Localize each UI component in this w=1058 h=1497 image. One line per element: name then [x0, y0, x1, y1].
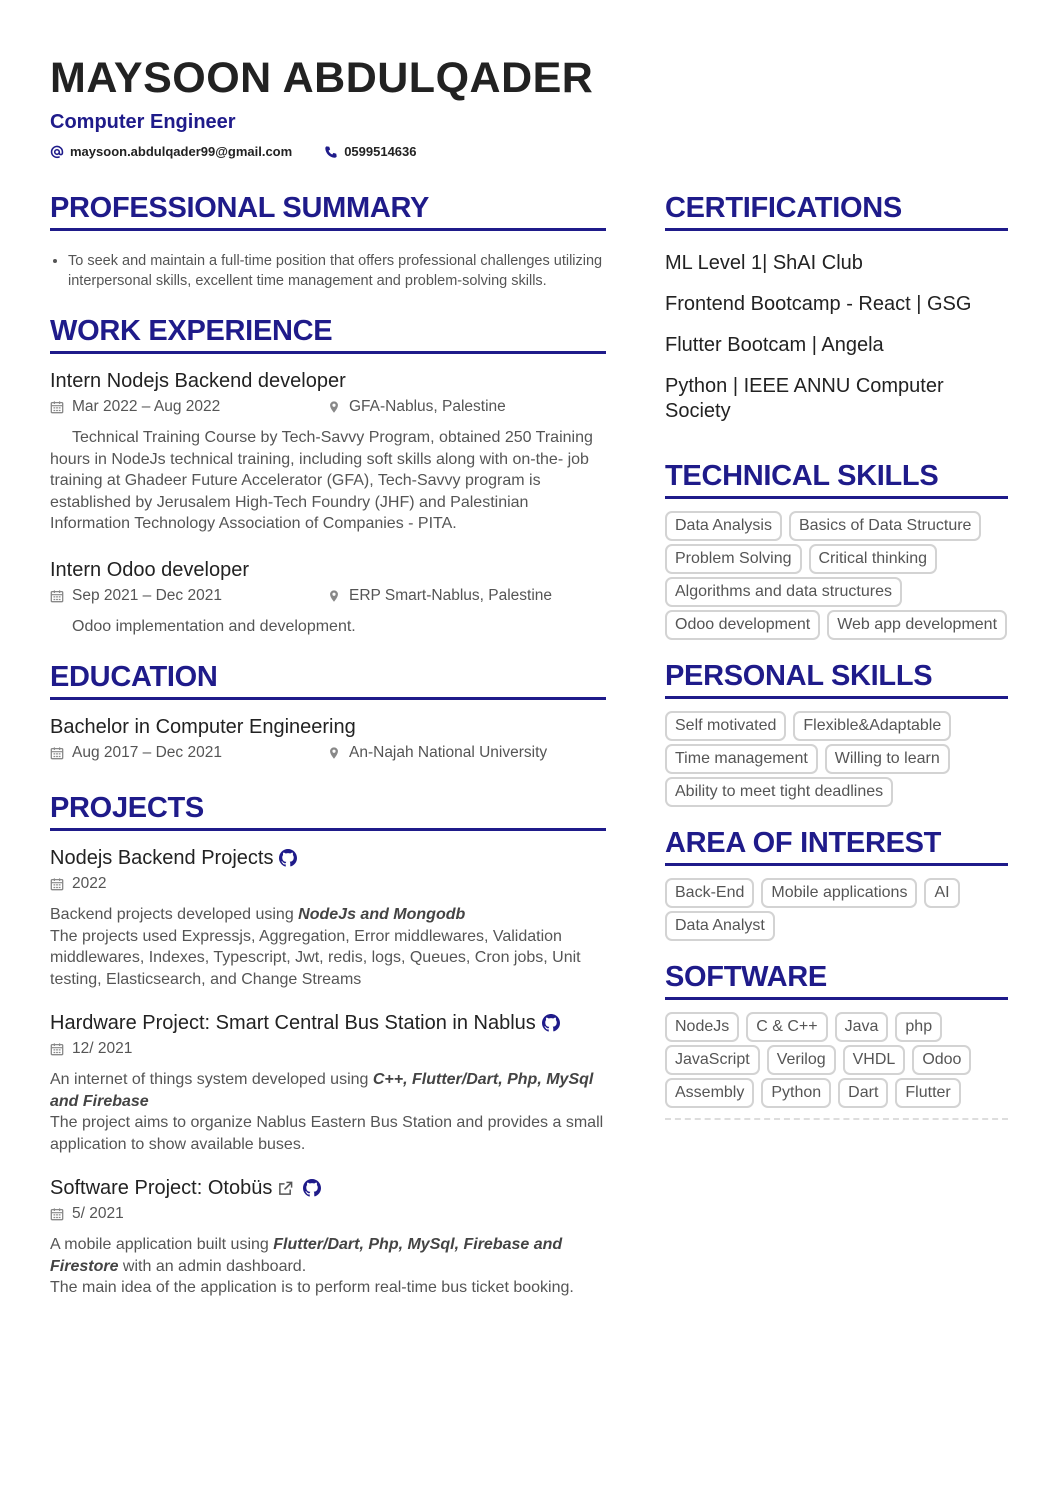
experience-section	[50, 313, 606, 637]
technical-skills-title: TECHNICAL SKILLS	[665, 458, 1008, 499]
project-entry	[50, 1175, 606, 1299]
email-text: maysoon.abdulqader99@gmail.com	[70, 144, 293, 159]
project-date	[50, 873, 327, 895]
technical-skills-tags	[665, 511, 1008, 640]
software-tag: Verilog	[767, 1045, 836, 1075]
dashed-divider	[665, 1118, 1008, 1120]
github-icon[interactable]	[542, 1014, 560, 1032]
skill-tag: Basics of Data Structure	[789, 511, 982, 541]
skill-tag: Flexible&Adaptable	[793, 711, 951, 741]
software-tag: Dart	[838, 1078, 888, 1108]
github-icon[interactable]	[279, 849, 297, 867]
location-text: ERP Smart-Nablus, Palestine	[349, 586, 553, 604]
left-column	[50, 190, 606, 1311]
project-tech: C++, Flutter/Dart, Php, MySql and Firebase	[50, 1071, 594, 1110]
project-desc-text: An internet of things system developed using	[50, 1071, 373, 1088]
at-icon	[50, 145, 64, 159]
personal-skills-tags	[665, 711, 1008, 807]
date-text: Mar 2022 – Aug 2022	[72, 398, 221, 415]
calendar-icon	[50, 1042, 64, 1056]
software-tag: php	[895, 1012, 942, 1042]
map-pin-icon	[327, 400, 341, 414]
software-tag: VHDL	[843, 1045, 906, 1075]
project-name-row	[50, 1010, 606, 1036]
project-tech: Flutter/Dart, Php, MySql, Firebase and Firestore	[50, 1236, 563, 1275]
experience-date	[50, 396, 327, 418]
experience-date	[50, 585, 327, 607]
date-text: Aug 2017 – Dec 2021	[72, 744, 222, 761]
location-text: GFA-Nablus, Palestine	[349, 398, 506, 415]
project-desc	[50, 904, 606, 990]
project-name: Nodejs Backend Projects	[50, 847, 274, 869]
personal-skills-title: PERSONAL SKILLS	[665, 658, 1008, 699]
skill-tag: Odoo development	[665, 610, 820, 640]
education-section	[50, 659, 606, 764]
skill-tag: Ability to meet tight deadlines	[665, 777, 893, 807]
software-tag: C & C++	[746, 1012, 827, 1042]
skill-tag: Critical thinking	[809, 544, 937, 574]
skill-tag: Willing to learn	[825, 744, 950, 774]
software-section	[665, 959, 1008, 1120]
project-meta	[50, 873, 606, 895]
software-tag: Flutter	[895, 1078, 960, 1108]
skill-tag: Self motivated	[665, 711, 786, 741]
date-text: 2022	[72, 875, 107, 892]
projects-title: PROJECTS	[50, 790, 606, 831]
project-meta	[50, 1203, 606, 1225]
skill-tag: Algorithms and data structures	[665, 577, 902, 607]
experience-desc: Technical Training Course by Tech-Savvy Program, obtained 250 Training hours in NodeJs technical training, including soft skills along with on-the- job training at Ghadeer Future Accelerator (GFA), Tech-Savvy program is established by Jerusalem High-Tech Foundry (JHF) and Palestinian Information Technology Association of Companies - PITA.	[50, 429, 593, 532]
project-desc-text: Backend projects developed using	[50, 906, 299, 923]
interest-tag: Back-End	[665, 878, 754, 908]
software-tags	[665, 1012, 1008, 1108]
location-text: An-Najah National University	[349, 744, 548, 761]
interests-title: AREA OF INTEREST	[665, 825, 1008, 866]
calendar-icon	[50, 746, 64, 760]
contact-info	[50, 144, 417, 159]
experience-location	[327, 585, 552, 607]
software-title: SOFTWARE	[665, 959, 1008, 1000]
skill-tag: Problem Solving	[665, 544, 802, 574]
interests-section	[665, 825, 1008, 941]
project-desc-suffix: with an admin dashboard.	[118, 1257, 307, 1275]
education-entry	[50, 714, 606, 764]
phone-text: 0599514636	[344, 144, 417, 159]
software-tag: Odoo	[912, 1045, 971, 1075]
experience-desc: Odoo implementation and development.	[72, 617, 356, 635]
education-degree: Bachelor in Computer Engineering	[50, 716, 356, 738]
interests-tags	[665, 878, 1008, 941]
email-contact[interactable]	[50, 144, 292, 159]
project-desc-detail: The main idea of the application is to perform real-time bus ticket booking.	[50, 1279, 574, 1296]
candidate-name: MAYSOON ABDULQADER	[50, 54, 594, 102]
summary-title: PROFESSIONAL SUMMARY	[50, 190, 606, 231]
software-tag: Assembly	[665, 1078, 754, 1108]
external-link-icon[interactable]	[278, 1181, 293, 1196]
experience-meta	[50, 396, 606, 418]
software-tag: JavaScript	[665, 1045, 760, 1075]
phone-icon	[324, 145, 338, 159]
certification-item: Frontend Bootcamp - React | GSG	[665, 293, 972, 315]
experience-title: WORK EXPERIENCE	[50, 313, 606, 354]
phone-contact[interactable]	[324, 144, 416, 159]
project-date	[50, 1038, 327, 1060]
interest-tag: Data Analyst	[665, 911, 775, 941]
project-name: Software Project: Otobüs	[50, 1177, 273, 1199]
project-desc-text: A mobile application built using	[50, 1236, 274, 1253]
interest-tag: AI	[924, 878, 959, 908]
project-desc	[50, 1234, 606, 1299]
candidate-position: Computer Engineer	[50, 111, 236, 133]
certifications-title: CERTIFICATIONS	[665, 190, 1008, 231]
project-entry	[50, 1010, 606, 1155]
map-pin-icon	[327, 589, 341, 603]
experience-meta	[50, 585, 606, 607]
projects-section	[50, 790, 606, 1299]
project-name: Hardware Project: Smart Central Bus Station in Nablus	[50, 1012, 536, 1034]
project-name-row	[50, 845, 606, 871]
experience-entry	[50, 368, 606, 535]
certification-item: ML Level 1| ShAI Club	[665, 252, 863, 274]
calendar-icon	[50, 589, 64, 603]
skill-tag: Time management	[665, 744, 818, 774]
experience-location	[327, 396, 506, 418]
right-column	[665, 190, 1008, 1138]
skill-tag: Web app development	[827, 610, 1007, 640]
personal-skills-section	[665, 658, 1008, 807]
summary-list	[50, 251, 606, 291]
certifications-section	[665, 190, 1008, 424]
project-desc-detail: The projects used Expressjs, Aggregation, Error middlewares, Validation middlewares, Indexes, Typescript, Jwt, redis, logs, Queues, Cron jobs, Unit testing, Elasticsearch, and Change Streams	[50, 927, 581, 988]
summary-section	[50, 190, 606, 291]
certification-item: Python | IEEE ANNU Computer Society	[665, 375, 944, 422]
date-text: Sep 2021 – Dec 2021	[72, 586, 222, 604]
project-name-row	[50, 1175, 606, 1201]
project-meta	[50, 1038, 606, 1060]
experience-entry	[50, 557, 606, 638]
date-text: 5/ 2021	[72, 1205, 124, 1222]
experience-role: Intern Odoo developer	[50, 558, 250, 581]
project-desc	[50, 1069, 606, 1155]
education-date	[50, 742, 327, 764]
calendar-icon	[50, 400, 64, 414]
education-title: EDUCATION	[50, 659, 606, 700]
certification-item: Flutter Bootcam | Angela	[665, 334, 884, 356]
map-pin-icon	[327, 746, 341, 760]
summary-item: • To seek and maintain a full-time position that offers professional challenges utilizing interpersonal skills, excellent time management and problem-solving skills.	[68, 251, 606, 291]
project-entry	[50, 845, 606, 990]
project-tech: NodeJs and Mongodb	[298, 906, 466, 923]
github-icon[interactable]	[303, 1179, 321, 1197]
software-tag: Java	[835, 1012, 889, 1042]
education-location	[327, 742, 547, 764]
experience-role: Intern Nodejs Backend developer	[50, 370, 346, 392]
calendar-icon	[50, 1207, 64, 1221]
project-desc-detail: The project aims to organize Nablus Eastern Bus Station and provides a small application to show available buses.	[50, 1114, 604, 1153]
software-tag: NodeJs	[665, 1012, 739, 1042]
software-tag: Python	[761, 1078, 831, 1108]
interest-tag: Mobile applications	[761, 878, 917, 908]
calendar-icon	[50, 877, 64, 891]
education-meta	[50, 742, 606, 764]
date-text: 12/ 2021	[72, 1040, 133, 1057]
technical-skills-section	[665, 458, 1008, 640]
skill-tag: Data Analysis	[665, 511, 782, 541]
project-date	[50, 1203, 327, 1225]
